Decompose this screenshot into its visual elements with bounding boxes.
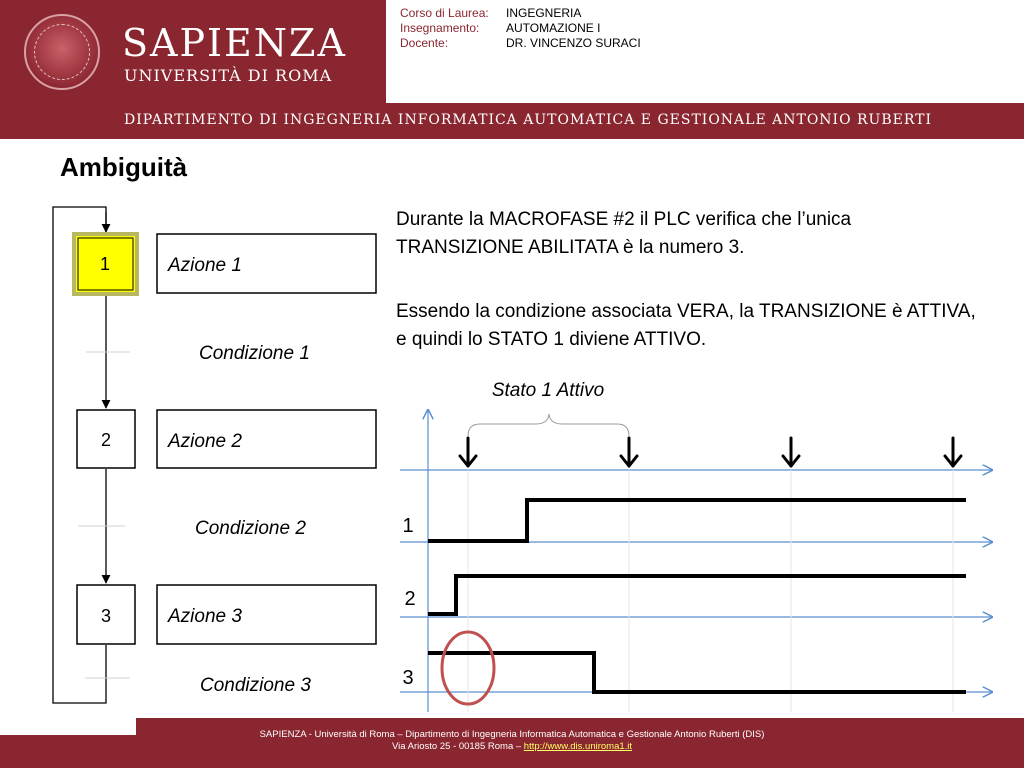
course-value: INGEGNERIA — [506, 6, 582, 20]
scan-arrows — [460, 438, 961, 466]
action-3-label: Azione 3 — [168, 606, 242, 627]
row-label-1: 1 — [402, 515, 414, 537]
condition-3-label: Condizione 3 — [200, 675, 311, 696]
condition-2-label: Condizione 2 — [195, 518, 306, 539]
footer-website-link[interactable]: http://www.dis.uniroma1.it — [523, 741, 633, 752]
university-city: UNIVERSITÀ DI ROMA — [124, 66, 333, 85]
time-markers — [468, 470, 953, 712]
footer-text — [0, 729, 1024, 753]
step-1-number: 1 — [99, 254, 111, 274]
signal-state-1 — [428, 500, 966, 541]
footer-address-prefix: Via Ariosto 25 - 00185 Roma – — [391, 741, 524, 752]
paragraph-transition: Essendo la condizione associata VERA, la TRANSIZIONE è ATTIVA, e quindi lo STATO 1 diviene ATTIVO. — [396, 301, 976, 350]
teacher-label: Docente: — [400, 36, 449, 50]
condition-1-label: Condizione 1 — [199, 343, 310, 364]
action-2-label: Azione 2 — [168, 431, 242, 452]
subject-label: Insegnamento: — [400, 21, 480, 35]
row-label-3: 3 — [402, 667, 414, 689]
row-label-2: 2 — [404, 588, 416, 610]
subject-value: AUTOMAZIONE I — [506, 21, 601, 35]
slide-title: Ambiguità — [60, 152, 188, 182]
action-1-label: Azione 1 — [168, 255, 242, 276]
signal-state-2 — [428, 576, 966, 614]
course-label: Corso di Laurea: — [400, 6, 489, 20]
footer-address-line2 — [0, 741, 1024, 753]
step-2-number: 2 — [100, 430, 112, 450]
university-name: SAPIENZA — [122, 21, 347, 65]
timing-axes — [400, 410, 992, 712]
teacher-value: DR. VINCENZO SURACI — [506, 36, 641, 50]
signal-state-3 — [428, 653, 966, 692]
step-3-number: 3 — [100, 606, 112, 626]
active-state-brace — [468, 414, 629, 436]
active-state-label: Stato 1 Attivo — [491, 380, 605, 401]
department-name: DIPARTIMENTO DI INGEGNERIA INFORMATICA AUTOMATICA E GESTIONALE ANTONIO RUBERTI — [124, 112, 933, 128]
footer-address-line1: SAPIENZA - Università di Roma – Dipartimento di Ingegneria Informatica Automatica e Gestionale Antonio Ruberti (DIS) — [259, 729, 765, 740]
paragraph-macrofase: Durante la MACROFASE #2 il PLC verifica che l’unica TRANSIZIONE ABILITATA è la numero 3. — [396, 209, 852, 258]
